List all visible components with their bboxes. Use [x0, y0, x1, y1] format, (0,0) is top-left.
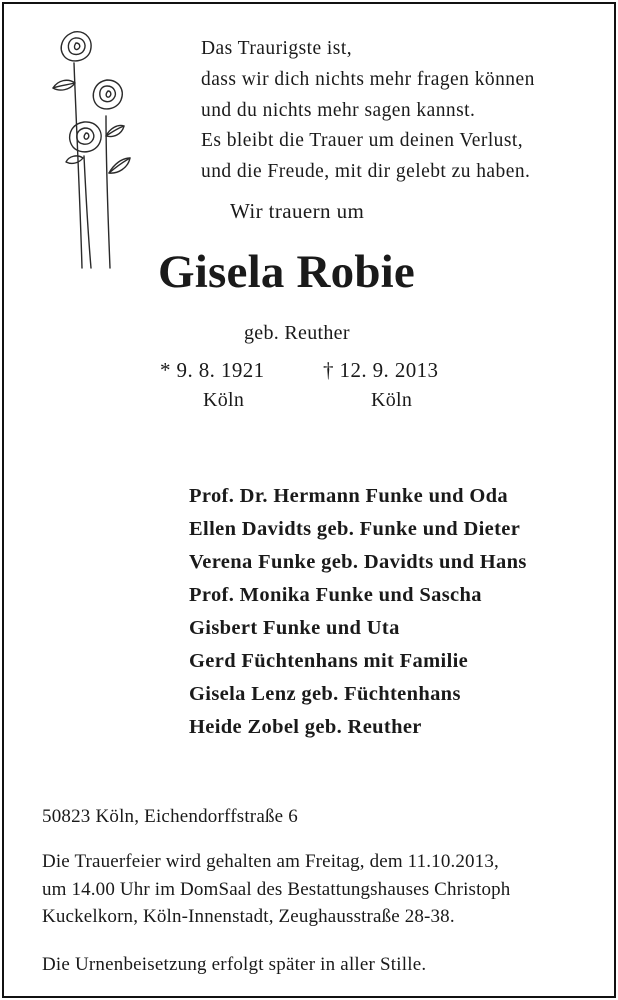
- mourner: Prof. Dr. Hermann Funke und Oda: [189, 485, 508, 507]
- mourners-list: [189, 480, 527, 744]
- birth-place: Köln: [203, 389, 245, 411]
- funeral-line: Die Trauerfeier wird gehalten am Freitag, dem 11.10.2013,: [42, 851, 499, 872]
- death-place: Köln: [371, 389, 413, 411]
- mourner: Verena Funke geb. Davidts und Hans: [189, 551, 527, 573]
- mourner: Gisela Lenz geb. Füchtenhans: [189, 683, 461, 705]
- mourning-line: Wir trauern um: [230, 199, 365, 223]
- roses-icon: [44, 28, 144, 273]
- mourner: Ellen Davidts geb. Funke und Dieter: [189, 518, 521, 540]
- poem-line: Es bleibt die Trauer um deinen Verlust,: [201, 130, 524, 152]
- mourner: Gisbert Funke und Uta: [189, 617, 400, 639]
- funeral-line: Kuckelkorn, Köln-Innenstadt, Zeughausstraße 28-38.: [42, 906, 455, 927]
- death-date: † 12. 9. 2013: [323, 358, 439, 382]
- address: 50823 Köln, Eichendorffstraße 6: [42, 806, 298, 827]
- poem-line: und die Freude, mit dir gelebt zu haben.: [201, 161, 531, 183]
- deceased-name: Gisela Robie: [158, 246, 415, 298]
- poem: [201, 34, 535, 188]
- mourner: Heide Zobel geb. Reuther: [189, 716, 422, 738]
- poem-line: Das Traurigste ist,: [201, 38, 353, 59]
- maiden-name: geb. Reuther: [244, 322, 350, 344]
- mourner: Gerd Füchtenhans mit Familie: [189, 650, 469, 672]
- funeral-line: um 14.00 Uhr im DomSaal des Bestattungshauses Christoph: [42, 878, 511, 900]
- mourner: Prof. Monika Funke und Sascha: [189, 584, 482, 606]
- poem-line: und du nichts mehr sagen kannst.: [201, 99, 476, 121]
- burial-note: Die Urnenbeisetzung erfolgt später in aller Stille.: [42, 954, 427, 975]
- funeral-info: [42, 848, 510, 931]
- poem-line: dass wir dich nichts mehr fragen können: [201, 68, 535, 90]
- birth-date: * 9. 8. 1921: [160, 358, 265, 382]
